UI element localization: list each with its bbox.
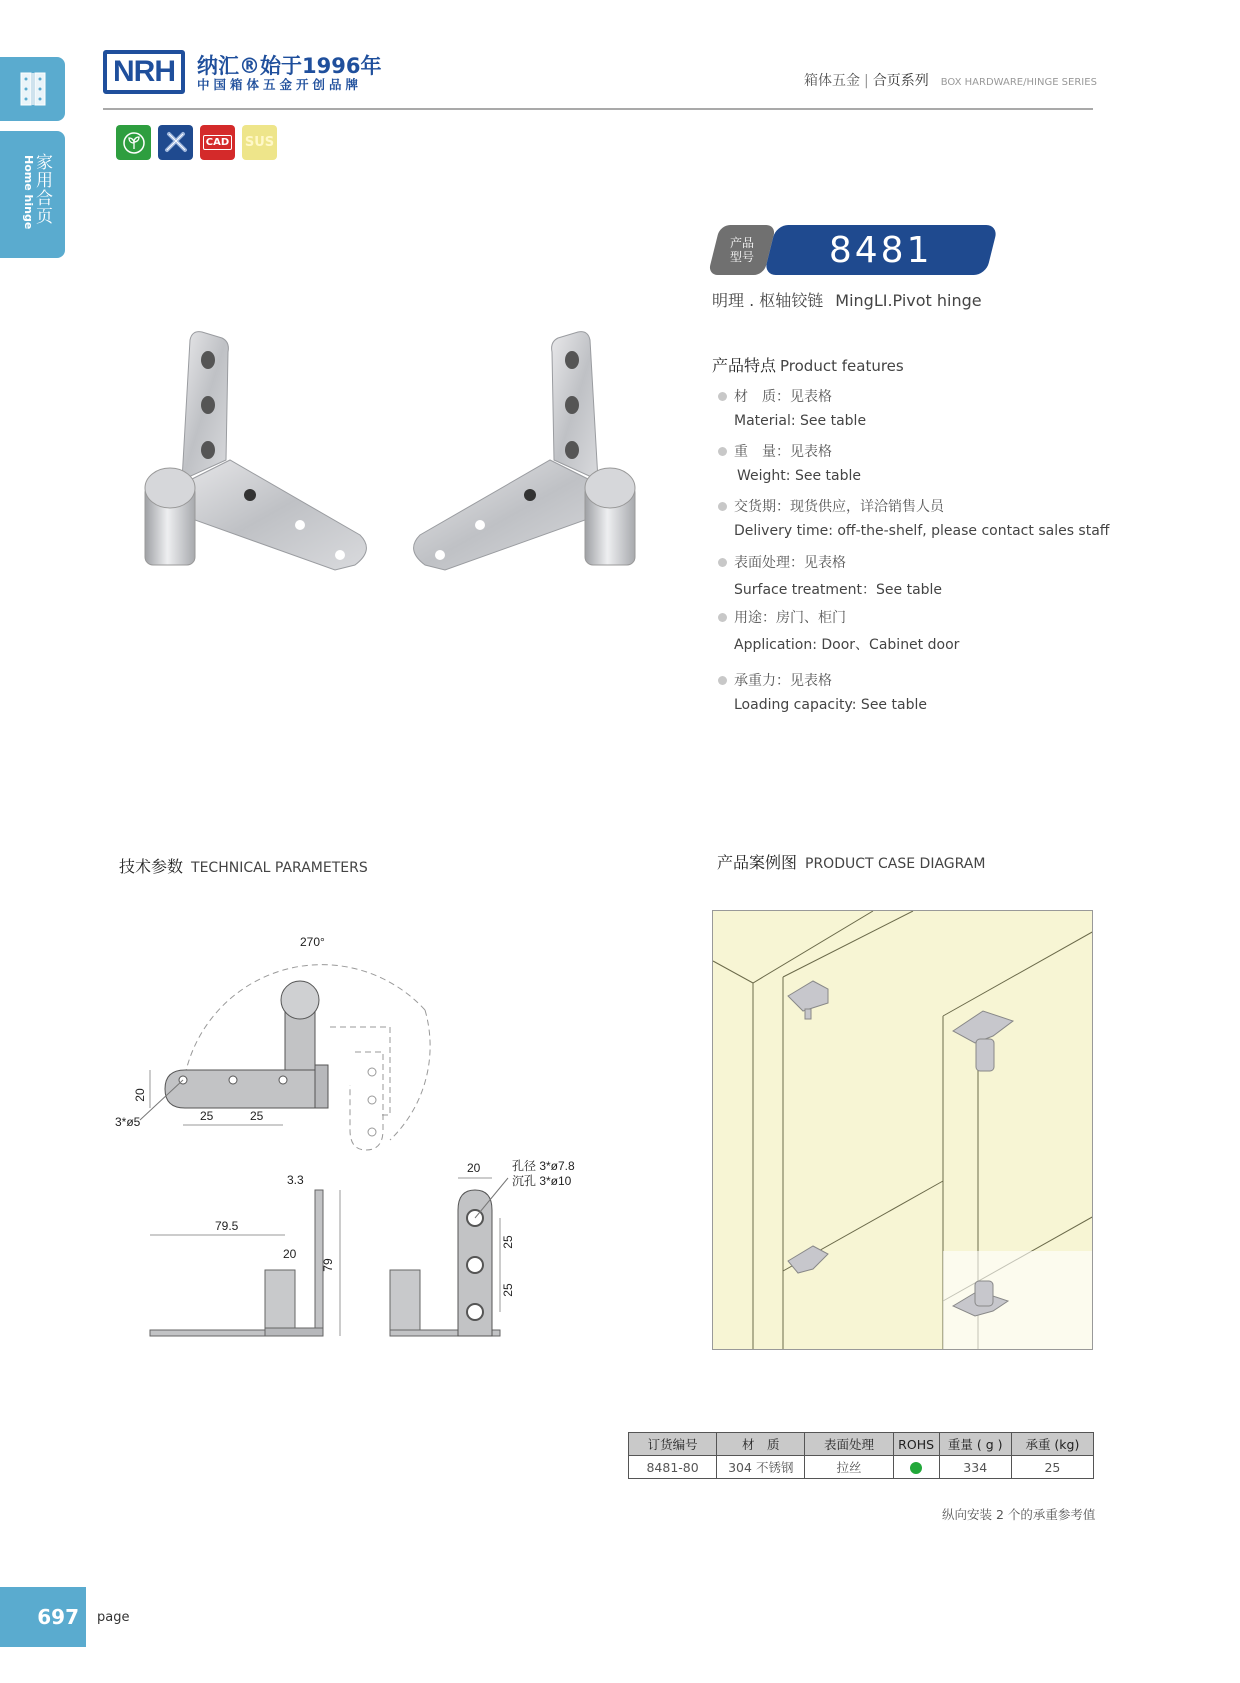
svg-text:270°: 270° bbox=[300, 935, 325, 949]
sidebar-tab-home-hinge[interactable] bbox=[0, 131, 65, 258]
technical-heading: 技术参数 TECHNICAL PARAMETERS bbox=[119, 857, 368, 876]
table-header-row bbox=[629, 1433, 1094, 1456]
cell-rohs bbox=[893, 1456, 939, 1479]
product-name-en: MingLI.Pivot hinge bbox=[835, 291, 982, 310]
certification-icons bbox=[116, 125, 277, 160]
feature-loading: 承重力：见表格 Loading capacity: See table bbox=[718, 670, 1098, 713]
page-number: 697 bbox=[0, 1587, 86, 1647]
feature-material: 材 质：见表格 Material: See table bbox=[718, 386, 1098, 429]
cell-surface: 拉丝 bbox=[805, 1456, 893, 1479]
case-diagram-illustration bbox=[712, 910, 1093, 1350]
brand-title: 纳汇®始于1996年 bbox=[197, 54, 382, 78]
svg-text:25: 25 bbox=[250, 1109, 264, 1123]
model-label: 产品型号 bbox=[729, 236, 754, 264]
cell-material: 304 不锈钢 bbox=[717, 1456, 805, 1479]
features-heading: 产品特点 Product features bbox=[712, 356, 904, 375]
svg-text:25: 25 bbox=[200, 1109, 214, 1123]
svg-text:25: 25 bbox=[501, 1235, 515, 1249]
product-name bbox=[712, 288, 982, 311]
sus-badge-icon: SUS bbox=[242, 125, 277, 160]
svg-text:沉孔 3*ø10: 沉孔 3*ø10 bbox=[512, 1174, 572, 1188]
svg-text:3*ø5: 3*ø5 bbox=[115, 1115, 141, 1129]
bullet-icon bbox=[718, 676, 727, 685]
sidebar-tab-hinge[interactable] bbox=[0, 57, 65, 121]
series-en: BOX HARDWARE/HINGE SERIES bbox=[940, 77, 1097, 88]
hinge-icon bbox=[20, 71, 46, 107]
feature-application: 用途：房门、柜门 Application: Door、Cabinet door bbox=[718, 607, 1098, 654]
svg-text:79.5: 79.5 bbox=[215, 1219, 239, 1233]
cell-load: 25 bbox=[1011, 1456, 1093, 1479]
svg-text:20: 20 bbox=[467, 1161, 481, 1175]
col-surface: 表面处理 bbox=[805, 1433, 893, 1456]
hinge-left bbox=[145, 332, 366, 570]
hinge-right bbox=[414, 332, 635, 570]
svg-text:79: 79 bbox=[321, 1258, 335, 1272]
col-order-code: 订货编号 bbox=[629, 1433, 717, 1456]
category-cn: 家用合页 bbox=[32, 153, 52, 225]
design-tools-icon bbox=[158, 125, 193, 160]
brand-subtitle: 中国箱体五金开创品牌 bbox=[197, 77, 363, 92]
svg-text:孔径 3*ø7.8: 孔径 3*ø7.8 bbox=[512, 1159, 575, 1173]
model-number: 8481 bbox=[829, 229, 933, 271]
svg-text:25: 25 bbox=[501, 1283, 515, 1297]
header-divider bbox=[103, 108, 1093, 110]
bullet-icon bbox=[718, 502, 727, 511]
table-row bbox=[629, 1456, 1094, 1479]
svg-text:20: 20 bbox=[133, 1088, 147, 1102]
col-load: 承重 (kg) bbox=[1011, 1433, 1093, 1456]
bullet-icon bbox=[718, 392, 727, 401]
spec-table bbox=[628, 1432, 1094, 1479]
eco-leaf-icon bbox=[116, 125, 151, 160]
cad-file-icon: CAD bbox=[200, 125, 235, 160]
bullet-icon bbox=[718, 447, 727, 456]
svg-text:20: 20 bbox=[283, 1247, 297, 1261]
cell-order-code: 8481-80 bbox=[629, 1456, 717, 1479]
series-hinge: 合页系列 bbox=[872, 73, 929, 89]
page-label: page bbox=[97, 1610, 130, 1625]
series-box-hardware: 箱体五金 bbox=[804, 73, 860, 89]
category-en: Home hinge bbox=[22, 155, 35, 230]
nrh-logo: NRH bbox=[103, 50, 185, 94]
rohs-compliant-icon bbox=[910, 1462, 922, 1474]
table-note: 纵向安装 2 个的承重参考值 bbox=[942, 1507, 1096, 1522]
series-separator: | bbox=[864, 73, 869, 89]
feature-delivery: 交货期：现货供应，详洽销售人员 Delivery time: off-the-shelf, please contact sales staff bbox=[718, 496, 1098, 539]
bullet-icon bbox=[718, 613, 727, 622]
col-material: 材 质 bbox=[717, 1433, 805, 1456]
model-number-badge bbox=[764, 225, 998, 275]
col-rohs: ROHS bbox=[893, 1433, 939, 1456]
feature-surface: 表面处理：见表格 Surface treatment：See table bbox=[718, 552, 1098, 599]
product-name-cn: 明理 . 枢轴铰链 bbox=[712, 291, 824, 310]
product-photo bbox=[130, 320, 650, 610]
technical-drawing bbox=[110, 920, 630, 1360]
case-heading: 产品案例图 PRODUCT CASE DIAGRAM bbox=[717, 853, 986, 872]
svg-text:3.3: 3.3 bbox=[287, 1173, 304, 1187]
cell-weight: 334 bbox=[939, 1456, 1011, 1479]
col-weight: 重量 ( g ) bbox=[939, 1433, 1011, 1456]
series-breadcrumb bbox=[804, 70, 1097, 90]
feature-weight: 重 量：见表格 Weight: See table bbox=[718, 441, 1098, 484]
bullet-icon bbox=[718, 558, 727, 567]
